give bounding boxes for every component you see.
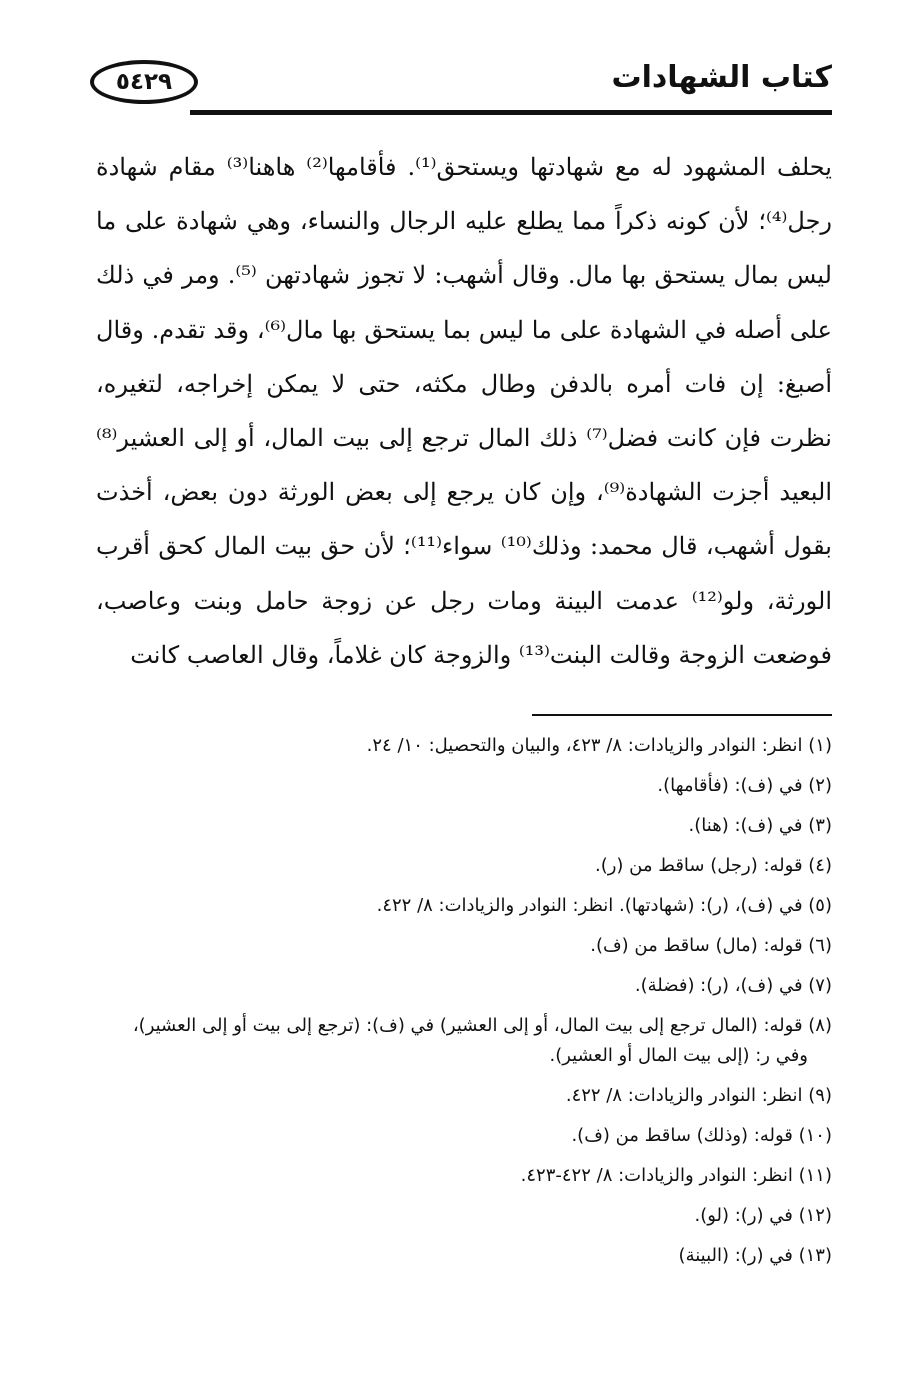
footnotes	[86, 733, 832, 1283]
footnote-separator	[532, 714, 832, 716]
book-title: كتاب الشهادات	[611, 60, 832, 95]
page-number-badge: ٥٤٢٩	[90, 60, 198, 104]
footnote-6: (٦) قوله: (مال) ساقط من (ف).	[590, 935, 832, 956]
header-rule	[190, 110, 832, 115]
footnote-3: (٣) في (ف): (هنا).	[688, 815, 832, 836]
footnote-5: (٥) في (ف)، (ر): (شهادتها). انظر: النوادر والزيادات: ٨/ ٤٢٢.	[376, 895, 832, 916]
main-text	[96, 140, 832, 682]
footnote-1: (١) انظر: النوادر والزيادات: ٨/ ٤٢٣، والبيان والتحصيل: ١٠/ ٢٤.	[366, 735, 832, 756]
footnote-12: (١٢) في (ر): (لو).	[694, 1205, 832, 1226]
main-paragraph: يحلف المشهود له مع شهادتها ويستحق⁽¹⁾. فأقامها⁽²⁾ هاهنا⁽³⁾ مقام شهادة رجل⁽⁴⁾؛ لأن كونه ذكراً مما يطلع عليه الرجال والنساء، وهي شهادة على ما ليس بمال يستحق بها مال. وقال أشهب: لا تجوز شهادتهن ⁽⁵⁾. ومر في ذلك على أصله في الشهادة على ما ليس بما يستحق بها مال⁽⁶⁾، وقد تقدم. وقال أصبغ: إن فات أمره بالدفن وطال مكثه، حتى لا يمكن إخراجه، لتغيره، نظرت فإن كانت فضل⁽⁷⁾ ذلك المال ترجع إلى بيت المال، أو إلى العشير⁽⁸⁾ البعيد أجزت الشهادة⁽⁹⁾، وإن كان يرجع إلى بعض الورثة دون بعض، أخذت بقول أشهب، قال محمد: وذلك⁽¹⁰⁾ سواء⁽¹¹⁾؛ لأن حق بيت المال كحق أقرب الورثة، ولو⁽¹²⁾ عدمت البينة ومات رجل عن زوجة حامل وبنت وعاصب، فوضعت الزوجة وقالت البنت⁽¹³⁾ والزوجة كان غلاماً، وقال العاصب كانت	[96, 153, 832, 669]
page-header	[90, 54, 832, 120]
footnote-8: (٨) قوله: (المال ترجع إلى بيت المال، أو إلى العشير) في (ف): (ترجع إلى بيت أو إلى العشير)،	[132, 1015, 832, 1036]
footnote-13: (١٣) في (ر): (البينة)	[678, 1245, 832, 1266]
footnote-7: (٧) في (ف)، (ر): (فضلة).	[634, 975, 832, 996]
footnote-10: (١٠) قوله: (وذلك) ساقط من (ف).	[571, 1125, 832, 1146]
footnote-11: (١١) انظر: النوادر والزيادات: ٨/ ٤٢٢-٤٢٣.	[520, 1165, 832, 1186]
footnote-8-continuation: وفي ر: (إلى بيت المال أو العشير).	[549, 1045, 808, 1066]
footnote-9: (٩) انظر: النوادر والزيادات: ٨/ ٤٢٢.	[565, 1085, 832, 1106]
footnote-4: (٤) قوله: (رجل) ساقط من (ر).	[595, 855, 832, 876]
footnote-2: (٢) في (ف): (فأقامها).	[657, 775, 832, 796]
